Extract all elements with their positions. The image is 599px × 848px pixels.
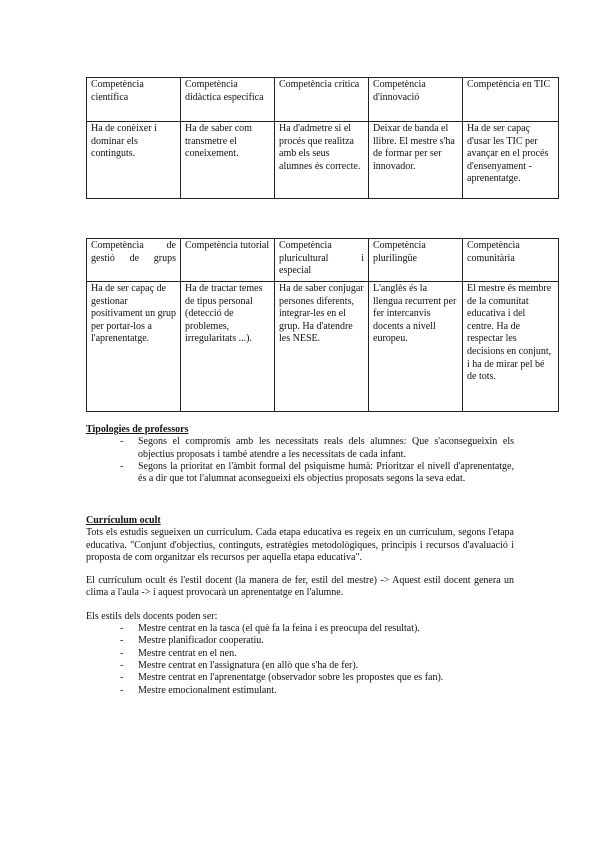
list-item [86, 436, 514, 461]
table-cell: Ha de conèixer i dominar els continguts. [87, 122, 181, 199]
list-item-text: Mestre emocionalment estimulant. [138, 684, 277, 696]
table-header-cell: Competència crítica [275, 78, 369, 122]
list-item-text: Segons la prioritat en l'àmbit formal del psiquisme humà: Prioritzar el nivell d'aprenentatge, és a dir que tot l'alumnat aconsegueixi els objectius proposats segons la seva edat. [138, 460, 514, 485]
table-header-cell: Competència didàctica específica [181, 78, 275, 122]
list-item-text: Mestre centrat en l'assignatura (en allò que s'ha de fer). [138, 659, 359, 671]
table-cell: Ha de saber com transmetre el coneixement. [181, 122, 275, 199]
table-cell: Ha de saber conjugar persones diferents, integrar-les en el grup. Ha d'atendre les NESE. [275, 282, 369, 412]
table-header-cell: Competència pluricultural i especial [275, 239, 369, 282]
table-header-row [87, 239, 559, 282]
list-item [86, 672, 514, 684]
table-header-cell: Competència plurilingüe [369, 239, 463, 282]
list-item [86, 623, 514, 635]
table-header-cell: Competència comunitària [463, 239, 559, 282]
list-item-text: Mestre planificador cooperatiu. [138, 635, 264, 647]
table-cell: Ha d'admetre si el procés que realitza amb els seus alumnes és correcte. [275, 122, 369, 199]
table-header-cell: Competència en TIC [463, 78, 559, 122]
list-dash: - [120, 659, 124, 671]
table-cell: Ha de ser capaç d'usar les TIC per avançar en el procés d'ensenyament - aprenentatge. [463, 122, 559, 199]
table-cell: L'anglès és la llengua recurrent per fer intercanvis docents a nivell europeu. [369, 282, 463, 412]
list-item-text: Segons el compromís amb les necessitats reals dels alumnes: Que s'aconsegueixin els objectius proposats i també atendre a les necessitats de cada infant. [138, 436, 514, 460]
list-dash: - [120, 635, 124, 647]
table-header-cell: Competència tutorial [181, 239, 275, 282]
list-item-text: Mestre centrat en l'aprenentatge (observador sobre les propostes que es fan). [138, 672, 444, 684]
competencies-table-2 [86, 238, 559, 412]
tipologies-section [86, 424, 514, 485]
paragraph: Els estils dels docents poden ser: [86, 610, 218, 622]
table-cell: El mestre és membre de la comunitat educativa i del centre. Ha de respectar les decisions en conjunt, i ha de mirar pel bé de tots. [463, 282, 559, 412]
table-header-cell: Competència científica [87, 78, 181, 122]
list-dash: - [120, 647, 124, 659]
table-cell: Ha de ser capaç de gestionar positivament un grup per portar-los a l'aprenentatge. [87, 282, 181, 412]
table-header-cell: Competència d'innovació [369, 78, 463, 122]
list-item-text: Mestre centrat en la tasca (el què fa la feina i es preocupa del resultat). [138, 623, 420, 635]
curriculum-section [86, 515, 514, 697]
paragraph: Tots els estudis segueixen un currículum. Cada etapa educativa es regeix en un currículum, segons l'etapa educativa. "Conjunt d'objectius, continguts, estratègies metodològiques, principis i recursos d'avaluació i proposta de com organitzar els recursos per aquella etapa educativa". [86, 527, 514, 563]
list-dash: - [120, 672, 124, 684]
table-header-cell: Competència de gestió de grups [87, 239, 181, 282]
table-row [87, 282, 559, 412]
competencies-table-1 [86, 77, 559, 199]
list-dash: - [120, 460, 124, 472]
estils-list [86, 623, 514, 697]
table-cell: Deixar de banda el llibre. El mestre s'ha de formar per ser innovador. [369, 122, 463, 199]
paragraph: El currículum ocult és l'estil docent (la manera de fer, estil del mestre) -> Aquest estil docent genera un clima a l'aula -> i aquest provocarà un aprenentatge en l'alumne. [86, 575, 514, 599]
table-row [87, 122, 559, 199]
list-dash: - [120, 436, 124, 448]
list-dash: - [120, 623, 124, 635]
section-heading: Tipologies de professors [86, 424, 189, 435]
list-item [86, 461, 514, 486]
list-item [86, 660, 514, 672]
tipologies-list [86, 436, 514, 485]
table-header-row [87, 78, 559, 122]
table-cell: Ha de tractar temes de tipus personal (detecció de problemes, irregularitats ...). [181, 282, 275, 412]
list-dash: - [120, 684, 124, 696]
list-item [86, 648, 514, 660]
list-item [86, 685, 514, 697]
section-heading: Currículum ocult [86, 515, 161, 526]
list-item [86, 635, 514, 647]
list-item-text: Mestre centrat en el nen. [138, 647, 237, 659]
